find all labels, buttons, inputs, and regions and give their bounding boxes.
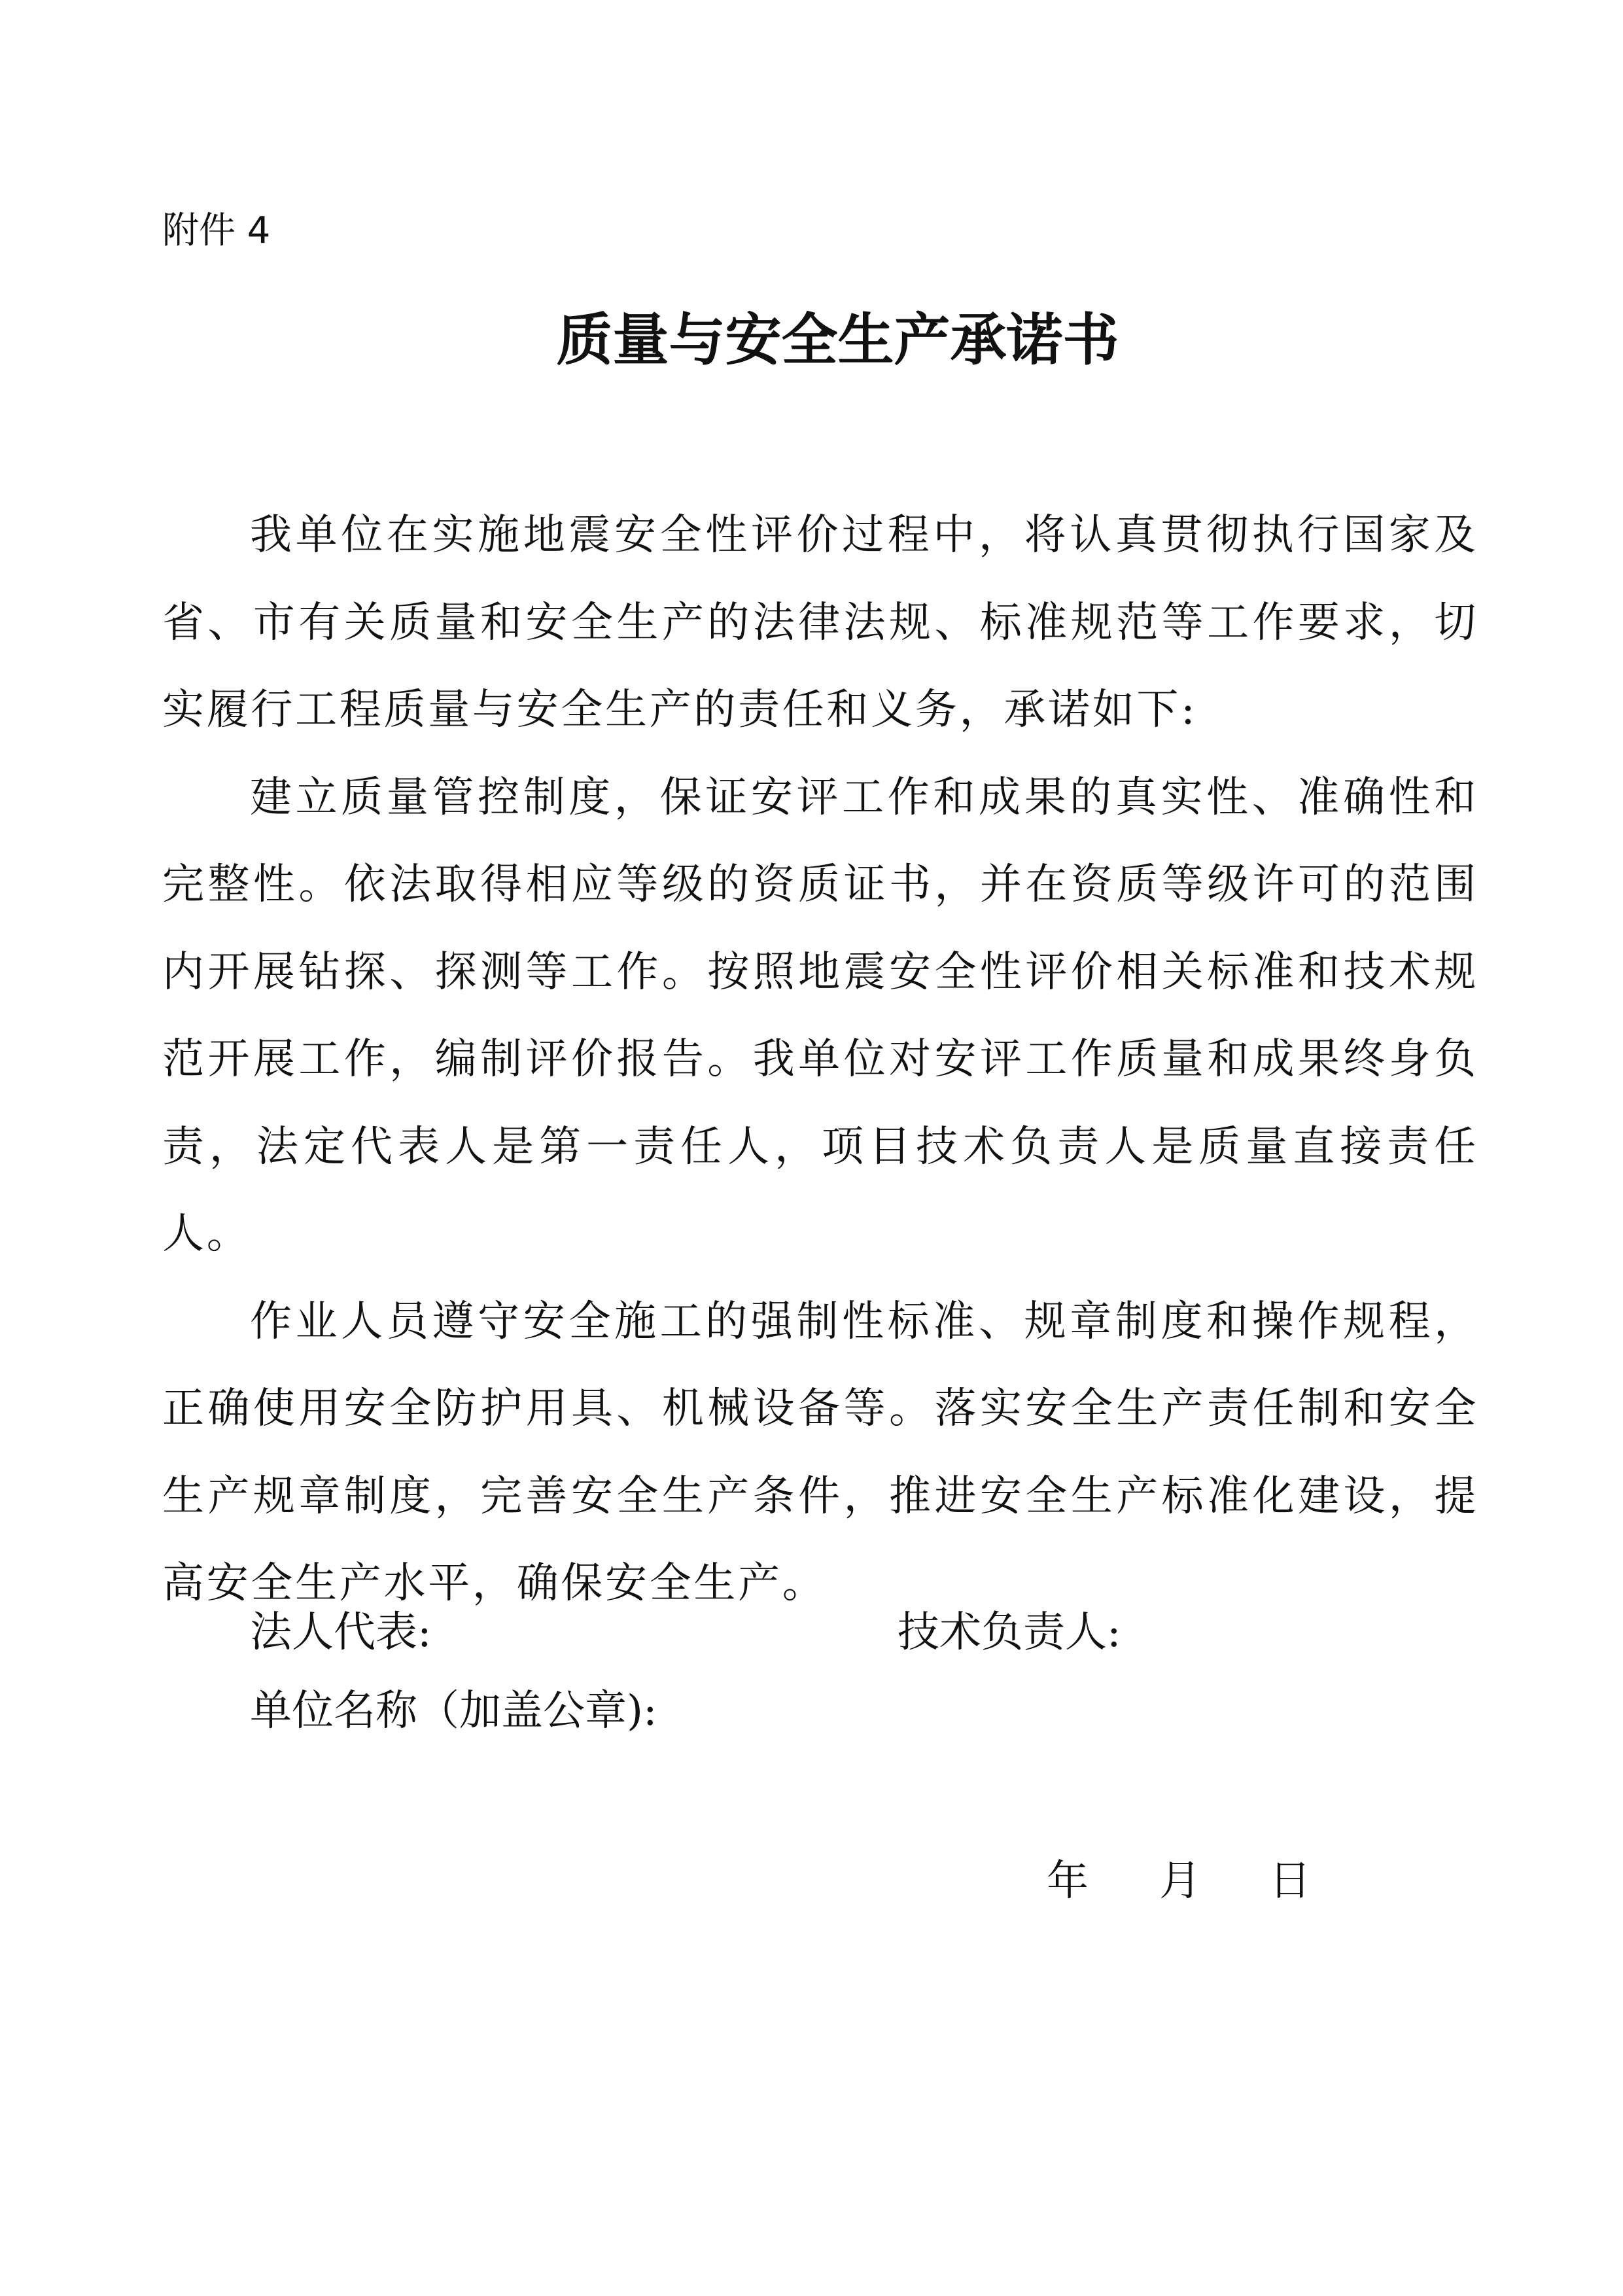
date-year-label: 年: [1047, 1857, 1089, 1905]
unit-name-label: 单位名称（加盖公章):: [250, 1687, 657, 1735]
technical-lead-label: 技术负责人:: [898, 1608, 1121, 1657]
date-day-label: 日: [1269, 1857, 1311, 1905]
paragraph-safety: 作业人员遵守安全施工的强制性标准、规章制度和操作规程，正确使用安全防护用具、机械设备等。落实安全生产责任制和安全生产规章制度，完善安全生产条件，推进安全生产标准化建设，提高安全生产水平，确保安全生产。: [162, 1297, 1478, 1608]
date-month-label: 月: [1159, 1857, 1201, 1905]
attachment-label: 附件 4: [162, 209, 271, 252]
document-body: [162, 492, 1478, 1628]
paragraph-quality: 建立质量管控制度，保证安评工作和成果的真实性、准确性和完整性。依法取得相应等级的资质证书，并在资质等级许可的范围内开展钻探、探测等工作。按照地震安全性评价相关标准和技术规范开展工作，编制评价报告。我单位对安评工作质量和成果终身负责，法定代表人是第一责任人，项目技术负责人是质量直接责任人。: [162, 773, 1478, 1258]
paragraph-intro: 我单位在实施地震安全性评价过程中，将认真贯彻执行国家及省、市有关质量和安全生产的法律法规、标准规范等工作要求，切实履行工程质量与安全生产的责任和义务，承诺如下:: [162, 511, 1478, 734]
legal-representative-label: 法人代表:: [250, 1608, 432, 1657]
document-title: 质量与安全生产承诺书: [556, 307, 1119, 373]
